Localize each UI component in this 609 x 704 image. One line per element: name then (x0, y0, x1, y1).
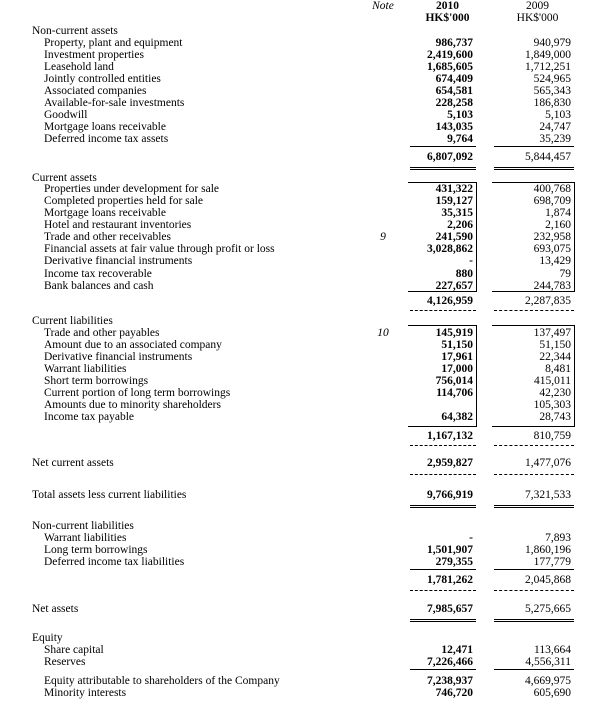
double-rule (410, 505, 476, 508)
table-row (0, 97, 609, 109)
row-label: Warrant liabilities (44, 532, 127, 544)
row-label: Completed properties held for sale (44, 195, 204, 207)
row-label: Deferred income tax assets (44, 133, 169, 145)
value-2010: 2,419,600 (427, 49, 473, 61)
value-2010: 880 (455, 268, 473, 280)
value-2010: 9,764 (447, 133, 473, 145)
value-2009: 565,343 (533, 85, 571, 97)
table-row (0, 411, 609, 423)
row-label: Long term borrowings (44, 544, 148, 556)
value-2009: 698,709 (533, 195, 571, 207)
dashed-rule (494, 474, 574, 475)
table-row (0, 73, 609, 85)
row-label: Equity attributable to shareholders of the Company (44, 675, 280, 687)
row-label: Financial assets at fair value through profit or loss (44, 243, 275, 255)
row-label: Leasehold land (44, 61, 114, 73)
table-row (0, 219, 609, 231)
value-2009: 400,768 (533, 183, 571, 195)
value-2010: 241,590 (435, 231, 473, 243)
value-2009: 137,497 (533, 327, 571, 339)
row-label: Current portion of long term borrowings (44, 387, 231, 399)
column-header-2010 (415, 0, 480, 26)
dashed-rule (410, 474, 476, 475)
section-equity (0, 632, 609, 644)
table-row (0, 85, 609, 97)
value-2010: 1,167,132 (427, 430, 473, 442)
value-2010: 227,657 (435, 280, 473, 292)
value-2009: 186,830 (533, 97, 571, 109)
section-label: Non-current liabilities (32, 520, 134, 532)
value-2010: 654,581 (435, 85, 473, 97)
value-2010: - (469, 532, 473, 544)
table-row (0, 387, 609, 399)
minority-interests-row (0, 687, 609, 699)
table-row (0, 121, 609, 133)
value-2010: 7,238,937 (427, 675, 473, 687)
value-2009: 524,965 (533, 73, 571, 85)
value-2009: 113,664 (534, 644, 571, 656)
value-2009: 605,690 (533, 687, 571, 699)
value-2010: 756,014 (435, 375, 473, 387)
row-label: Amount due to an associated company (44, 339, 222, 351)
double-rule (494, 167, 574, 170)
value-2010: 986,737 (435, 37, 473, 49)
row-label: Mortgage loans receivable (44, 207, 166, 219)
value-2010: 2,206 (447, 219, 473, 231)
value-2009: 232,958 (533, 231, 571, 243)
section-non-current-assets (0, 25, 609, 37)
subtotal-rule (494, 669, 574, 670)
table-row (0, 656, 609, 668)
value-2009: 13,429 (539, 255, 571, 267)
row-label: Total assets less current liabilities (32, 489, 187, 501)
value-2010: 35,315 (441, 207, 473, 219)
table-row (0, 183, 609, 195)
value-2009: 5,103 (545, 109, 571, 121)
row-label: Income tax recoverable (44, 268, 152, 280)
double-rule (494, 505, 574, 508)
value-2010: 1,781,262 (427, 574, 473, 586)
value-2009: 8,481 (545, 363, 571, 375)
value-2010: 17,000 (441, 363, 473, 375)
note-column-header: Note (372, 0, 394, 12)
row-label: Trade and other payables (44, 327, 160, 339)
row-label: Associated companies (44, 85, 147, 97)
value-2010: 12,471 (441, 644, 473, 656)
row-label: Derivative financial instruments (44, 255, 193, 267)
value-2009: 2,045,868 (525, 574, 571, 586)
value-2009: 693,075 (533, 243, 571, 255)
table-row (0, 133, 609, 145)
table-row (0, 61, 609, 73)
subtotal-row (0, 430, 609, 442)
dashed-rule (494, 590, 574, 591)
row-label: Available-for-sale investments (44, 97, 185, 109)
value-2010: 7,985,657 (427, 603, 473, 615)
table-row (0, 255, 609, 267)
double-rule (494, 619, 574, 622)
row-label: Share capital (44, 644, 104, 656)
table-row (0, 195, 609, 207)
value-2010: 159,127 (435, 195, 473, 207)
value-2009: 7,893 (545, 532, 571, 544)
value-2010: 2,959,827 (427, 457, 473, 469)
row-label: Net assets (32, 603, 79, 615)
value-2010: 279,355 (435, 556, 473, 568)
table-row (0, 544, 609, 556)
table-row (0, 351, 609, 363)
unit-2010: HK$'000 (425, 12, 470, 24)
value-2009: 1,849,000 (525, 49, 571, 61)
value-2009: 5,275,665 (525, 603, 571, 615)
year-2009: 2009 (526, 0, 549, 12)
row-label: Net current assets (32, 457, 114, 469)
subtotal-rule (410, 669, 476, 670)
value-2009: 940,979 (533, 37, 571, 49)
value-2010: 17,961 (441, 351, 473, 363)
subtotal-row (0, 295, 609, 307)
value-2010: 1,501,907 (427, 544, 473, 556)
value-2010: 4,126,959 (427, 295, 473, 307)
row-label: Amounts due to minority shareholders (44, 399, 221, 411)
row-label: Income tax payable (44, 411, 135, 423)
subtotal-rule (410, 569, 476, 570)
value-2009: 22,344 (539, 351, 571, 363)
table-row (0, 37, 609, 49)
table-row (0, 363, 609, 375)
table-row (0, 399, 609, 411)
net-current-assets-row (0, 457, 609, 469)
value-2009: 28,743 (539, 411, 571, 423)
column-header-2009 (500, 0, 575, 26)
value-2009: 5,844,457 (525, 151, 571, 163)
section-label: Non-current assets (32, 25, 118, 37)
double-rule (410, 619, 476, 622)
value-2009: 1,874 (545, 207, 571, 219)
value-2010: 5,103 (447, 109, 473, 121)
table-row (0, 207, 609, 219)
value-2010: 3,028,862 (427, 243, 473, 255)
value-2010: 431,322 (435, 183, 473, 195)
subtotal-rule (494, 146, 574, 147)
section-non-current-liabilities (0, 520, 609, 532)
table-row (0, 268, 609, 280)
value-2010: 674,409 (435, 73, 473, 85)
subtotal-row (0, 574, 609, 586)
value-2009: 1,712,251 (525, 61, 571, 73)
value-2010: - (469, 255, 473, 267)
value-2009: 7,321,533 (525, 489, 571, 501)
value-2009: 810,759 (533, 430, 571, 442)
value-2009: 42,230 (539, 387, 571, 399)
value-2009: 415,011 (534, 375, 571, 387)
row-label: Trade and other receivables (44, 231, 171, 243)
equity-attributable-row (0, 675, 609, 687)
dashed-rule (494, 310, 574, 311)
value-2010: 7,226,466 (427, 656, 473, 668)
value-2009: 105,303 (533, 399, 571, 411)
subtotal-rule (494, 569, 574, 570)
row-label: Short term borrowings (44, 375, 149, 387)
row-label: Jointly controlled entities (44, 73, 161, 85)
value-2009: 244,783 (533, 280, 571, 292)
unit-2009: HK$'000 (516, 12, 559, 24)
dashed-rule (410, 310, 476, 311)
row-label: Investment properties (44, 49, 144, 61)
value-2010: 228,258 (435, 97, 473, 109)
table-row (0, 327, 609, 339)
row-label: Goodwill (44, 109, 88, 121)
row-label: Bank balances and cash (44, 280, 154, 292)
dashed-rule (410, 445, 476, 446)
row-label: Hotel and restaurant inventories (44, 219, 192, 231)
value-2010: 51,150 (441, 339, 473, 351)
table-row (0, 339, 609, 351)
table-row (0, 231, 609, 243)
value-2010: 9,766,919 (427, 489, 473, 501)
row-label: Derivative financial instruments (44, 351, 193, 363)
section-label: Current liabilities (32, 315, 113, 327)
row-label: Property, plant and equipment (44, 37, 183, 49)
value-2009: 24,747 (539, 121, 571, 133)
table-row (0, 556, 609, 568)
table-row (0, 49, 609, 61)
value-2009: 4,556,311 (525, 656, 571, 668)
row-label: Minority interests (44, 687, 127, 699)
table-row (0, 644, 609, 656)
value-2009: 2,160 (545, 219, 571, 231)
section-label: Equity (32, 632, 63, 644)
year-2010: 2010 (436, 0, 459, 12)
value-2009: 35,239 (539, 133, 571, 145)
value-2009: 4,669,975 (525, 675, 571, 687)
row-label: Reserves (44, 656, 86, 668)
subtotal-row (0, 151, 609, 163)
value-2010: 6,807,092 (427, 151, 473, 163)
value-2010: 64,382 (441, 411, 473, 423)
table-row (0, 280, 609, 292)
total-assets-less-current-liabilities-row (0, 489, 609, 501)
row-note: 10 (377, 327, 389, 339)
value-2010: 114,706 (436, 387, 473, 399)
value-2010: 1,685,605 (427, 61, 473, 73)
section-label: Current assets (32, 172, 97, 184)
value-2009: 1,477,076 (525, 457, 571, 469)
table-row (0, 243, 609, 255)
value-2009: 177,779 (533, 556, 571, 568)
value-2009: 79 (559, 268, 571, 280)
dashed-rule (494, 445, 574, 446)
dashed-rule (410, 590, 476, 591)
double-rule (410, 167, 476, 170)
row-label: Warrant liabilities (44, 363, 127, 375)
table-row (0, 375, 609, 387)
value-2009: 2,287,835 (525, 295, 571, 307)
table-row (0, 532, 609, 544)
net-assets-row (0, 603, 609, 615)
value-2010: 145,919 (435, 327, 473, 339)
value-2009: 51,150 (539, 339, 571, 351)
value-2010: 746,720 (435, 687, 473, 699)
subtotal-rule (410, 146, 476, 147)
value-2009: 1,860,196 (525, 544, 571, 556)
row-label: Properties under development for sale (44, 183, 219, 195)
row-label: Deferred income tax liabilities (44, 556, 185, 568)
table-row (0, 109, 609, 121)
row-label: Mortgage loans receivable (44, 121, 166, 133)
row-note: 9 (380, 231, 386, 243)
value-2010: 143,035 (435, 121, 473, 133)
